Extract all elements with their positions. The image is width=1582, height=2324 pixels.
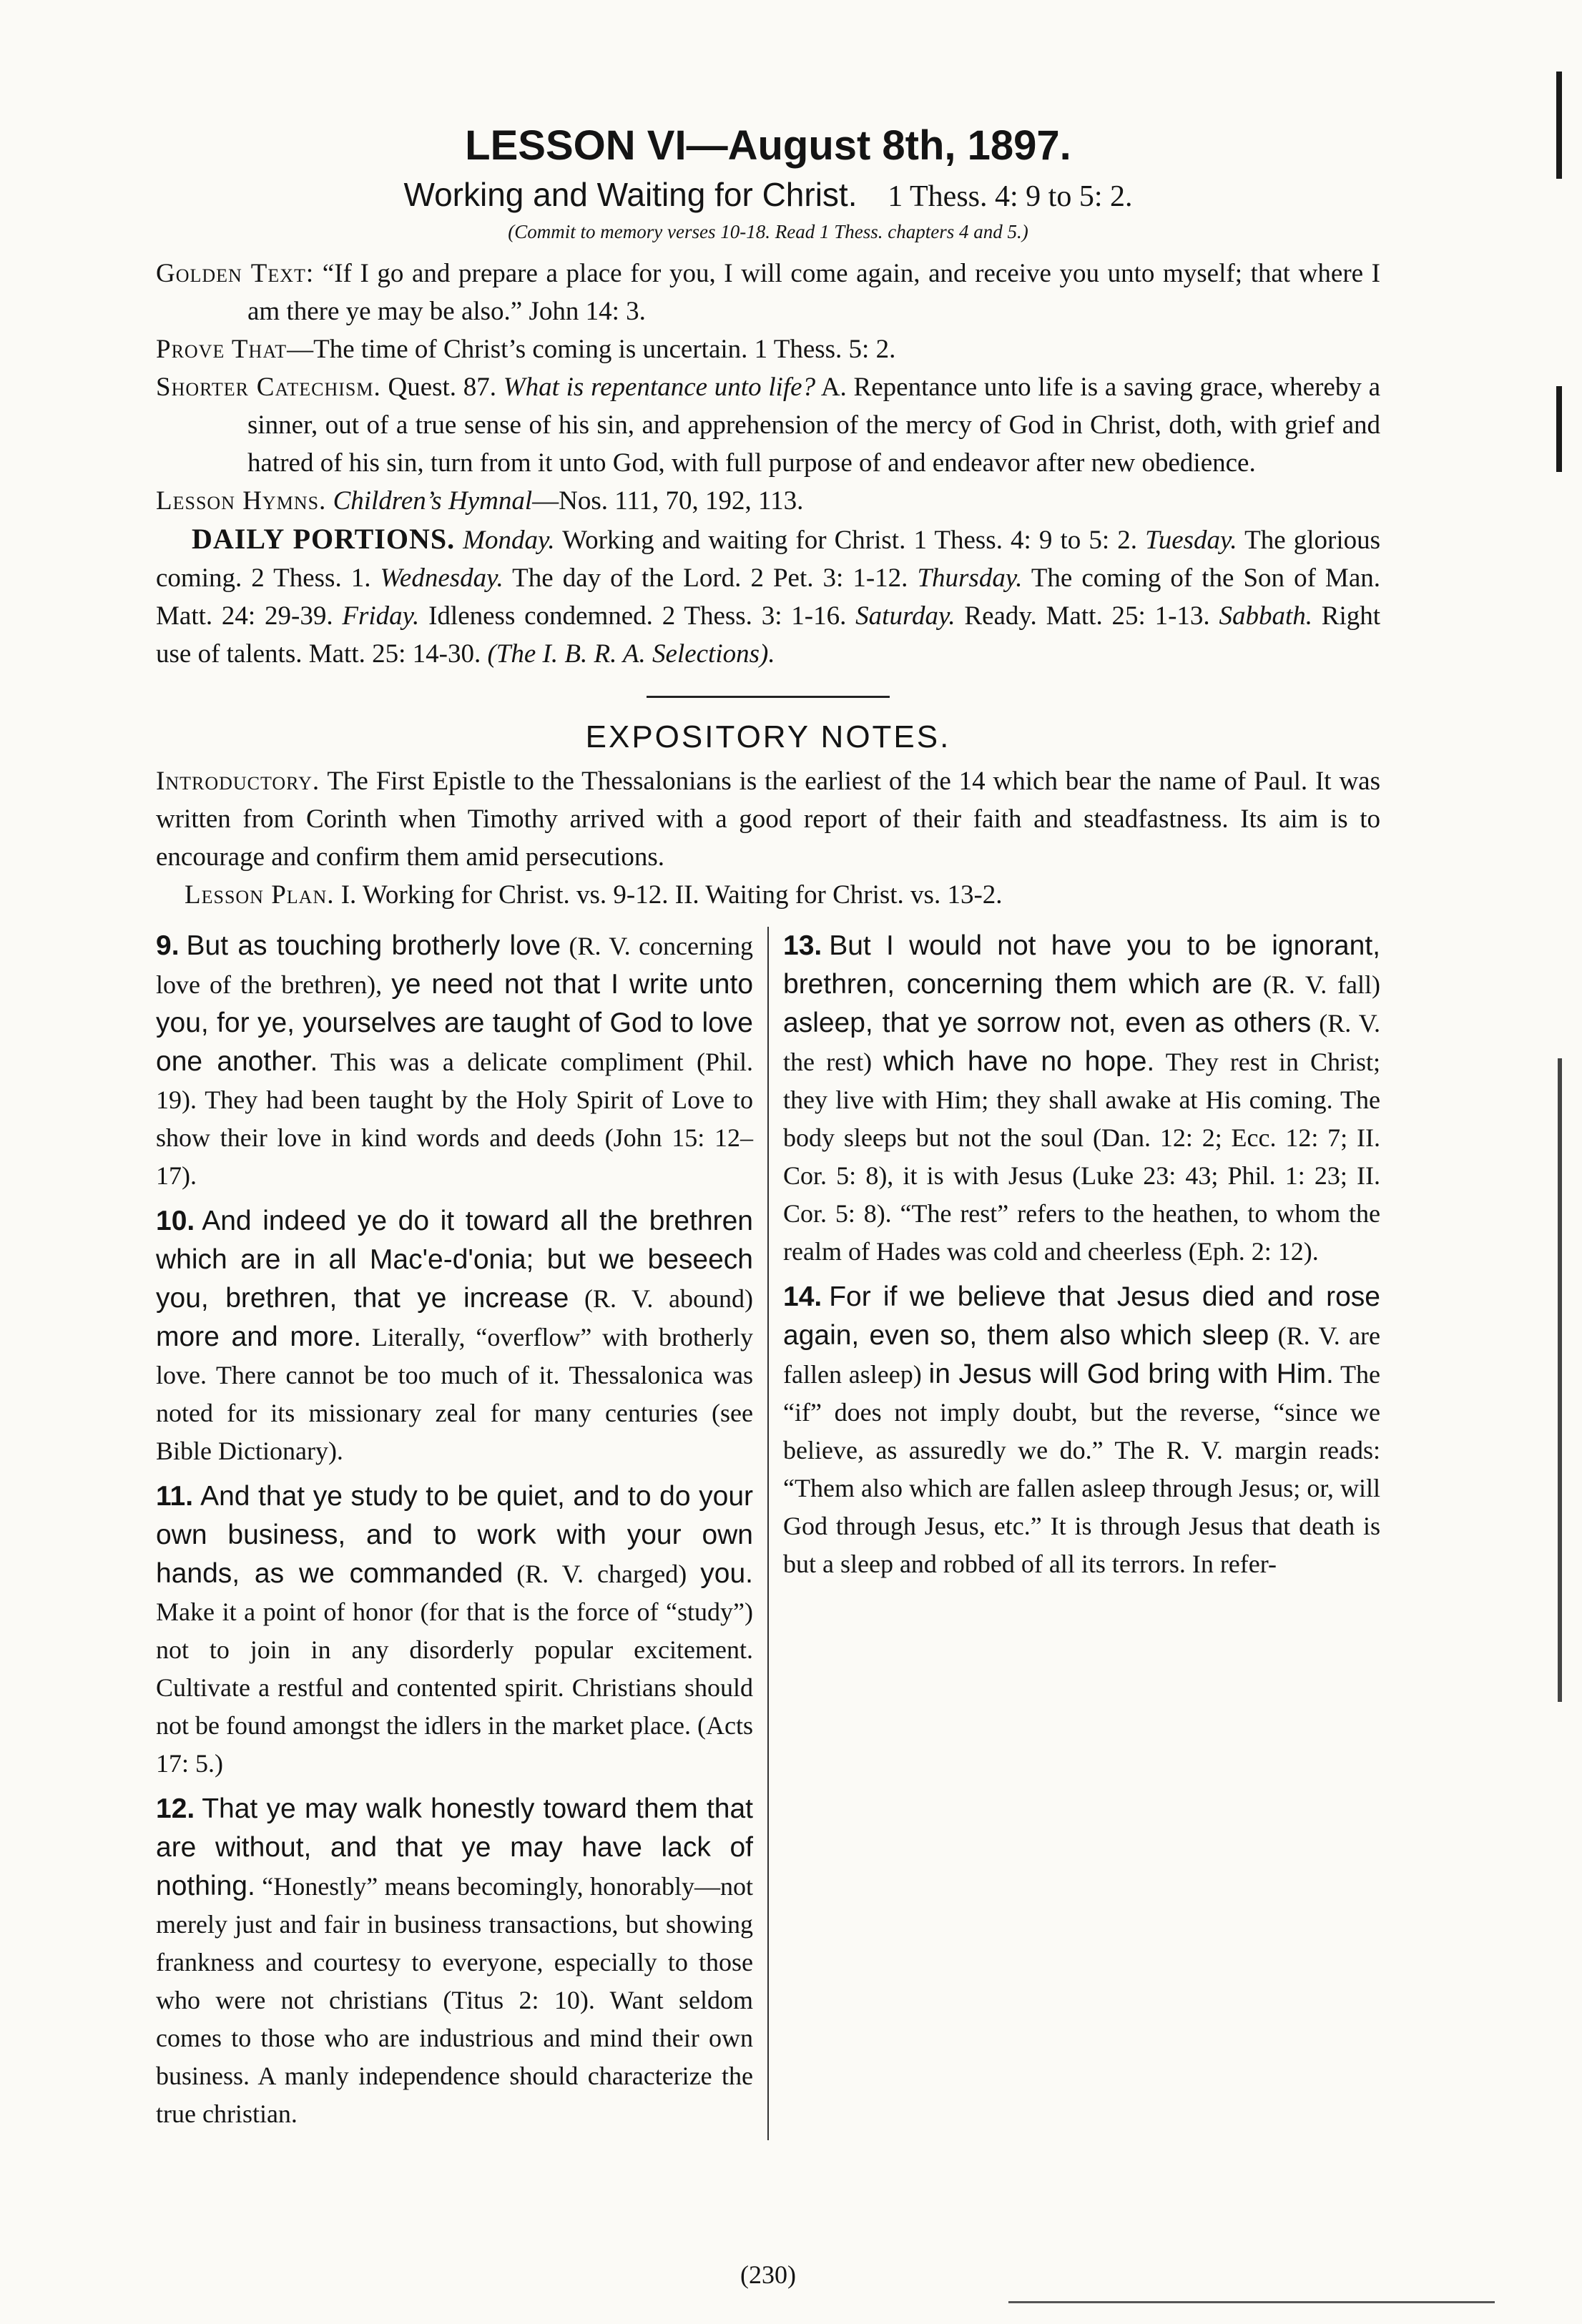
daily-text-thursday: The coming of the Son of Man. Matt. 24: 29-39. bbox=[156, 563, 1380, 631]
verse-text: And that ye study to be quiet, and to do your own business, and to work with your own hands, as we commanded bbox=[156, 1481, 753, 1589]
daily-day-monday: Monday. bbox=[463, 526, 555, 555]
introductory-label: Introductory. bbox=[156, 767, 320, 796]
verse-text: which have no hope. bbox=[883, 1046, 1155, 1077]
daily-text-saturday: Ready. Matt. 25: 1-13. bbox=[964, 601, 1210, 631]
rv-note: (R. V. concerning love of the brethren), bbox=[156, 932, 753, 999]
rv-note: (R. V. abound) bbox=[584, 1284, 754, 1313]
verse-text: asleep, that ye sorrow not, even as others bbox=[783, 1008, 1312, 1038]
prove-that-label: Prove That bbox=[156, 335, 288, 364]
verse-number: 10. bbox=[156, 1206, 195, 1236]
scan-edge-line bbox=[1008, 2301, 1495, 2303]
verse-text: But I would not have you to be ignorant, brethren, concerning them which are bbox=[783, 930, 1380, 1000]
daily-day-saturday: Saturday. bbox=[855, 601, 955, 631]
rv-note: (R. V. the rest) bbox=[783, 1009, 1380, 1076]
lesson-hymns bbox=[156, 482, 1380, 520]
rv-note: (R. V. fall) bbox=[1262, 970, 1380, 999]
verse-text: more and more. bbox=[156, 1321, 362, 1352]
verse-number: 12. bbox=[156, 1793, 195, 1824]
daily-day-tuesday: Tuesday. bbox=[1145, 526, 1237, 555]
shorter-catechism bbox=[156, 368, 1380, 482]
catechism-question: What is repentance unto life? bbox=[503, 373, 816, 402]
daily-portions bbox=[156, 520, 1380, 673]
rv-note: (R. V. charged) bbox=[516, 1560, 687, 1588]
verse-number: 13. bbox=[783, 930, 822, 961]
verse-11 bbox=[156, 1477, 753, 1783]
introductory-body: The First Epistle to the Thessalonians is the earliest of the 14 which bear the name of Paul. It was written from Corinth when Timothy arrived with a good report of their faith and steadfastness. Its aim is to encourage and confirm them amid persecutions. bbox=[156, 767, 1380, 872]
binding-mark bbox=[1558, 1058, 1562, 1702]
verse-text: ye need not that I write unto you, for ye, yourselves are taught of God to love one another. bbox=[156, 969, 754, 1077]
verse-text: in Jesus will God bring with Him. bbox=[928, 1359, 1334, 1389]
daily-day-thursday: Thursday. bbox=[917, 563, 1023, 593]
verse-text: And indeed ye do it toward all the brethren which are in all Mac'e-d'onia; but we beseech you, brethren, that ye increase bbox=[156, 1206, 753, 1314]
daily-portions-label: DAILY PORTIONS. bbox=[192, 523, 456, 555]
hymns-book: Children’s Hymnal bbox=[333, 486, 533, 516]
verse-comment: This was a delicate compliment (Phil. 19). They had been taught by the Holy Spirit of Love to show their love in kind words and deeds (John 15: 12–17). bbox=[156, 1048, 753, 1190]
verse-10 bbox=[156, 1202, 753, 1470]
verse-number: 14. bbox=[783, 1281, 822, 1312]
commit-note: (Commit to memory verses 10-18. Read 1 Thess. chapters 4 and 5.) bbox=[508, 221, 1028, 242]
left-column bbox=[156, 927, 767, 2140]
daily-day-sabbath: Sabbath. bbox=[1219, 601, 1312, 631]
golden-text bbox=[156, 255, 1380, 330]
verse-comment: Literally, “overflow” with brotherly love. There cannot be too much of it. Thessalonica was noted for its missionary zeal for many centuries (see Bible Dictionary). bbox=[156, 1323, 753, 1465]
daily-text-monday: Working and waiting for Christ. 1 Thess. 4: 9 to 5: 2. bbox=[562, 526, 1138, 555]
scripture-reference: 1 Thess. 4: 9 to 5: 2. bbox=[888, 180, 1133, 213]
verse-13 bbox=[783, 927, 1380, 1271]
verse-notes bbox=[156, 927, 1380, 2140]
rv-note: (R. V. are fallen asleep) bbox=[783, 1321, 1381, 1389]
section-divider bbox=[647, 696, 890, 698]
verse-comment: The “if” does not imply doubt, but the reverse, “since we believe, as assuredly we do.” The R. V. margin reads: “Them also which are fallen asleep through Jesus; or, will God through Jesus, etc.” It is through Jesus that death is but a sleep and robbed of all its terrors. In refer- bbox=[783, 1360, 1380, 1578]
lesson-plan-body: I. Working for Christ. vs. 9-12. II. Waiting for Christ. vs. 13-2. bbox=[340, 880, 1003, 910]
lesson-plan-label: Lesson Plan. bbox=[185, 880, 335, 910]
verse-comment: They rest in Christ; they live with Him; they shall awake at His coming. The body sleeps but not the soul (Dan. 12: 2; Ecc. 12: 7; II. Cor. 5: 8), it is with Jesus (Luke 23: 43; Phil. 1: 23; II. Cor. 5: 8). “The rest” refers to the heathen, to whom the realm of Hades was cold and cheerless (Eph. 2: 12). bbox=[783, 1048, 1381, 1266]
verse-text: you. bbox=[700, 1558, 754, 1589]
verse-comment: “Honestly” means becomingly, honorably—not merely just and fair in business transactions, but showing frankness and courtesy to everyone, especially to those who were not christians (Titus 2: 10). Want seldom comes to those who are industrious and mind their own business. A manly independence should characterize the true christian. bbox=[156, 1872, 753, 2128]
lesson-subject bbox=[156, 175, 1380, 214]
catechism-answer: A. Repentance unto life is a saving grace, whereby a sinner, out of a true sense of his sin, and apprehension of the mercy of God in Christ, doth, with grief and hatred of his sin, turn from it unto God, with full purpose of and endeavor after new obedience. bbox=[247, 373, 1381, 478]
page bbox=[156, 107, 1381, 2289]
verse-number: 11. bbox=[156, 1481, 194, 1512]
hymns-numbers: —Nos. 111, 70, 192, 113. bbox=[532, 486, 804, 516]
subject-text: Working and Waiting for Christ. bbox=[403, 176, 858, 213]
catechism-label: Shorter Catechism. bbox=[156, 373, 381, 402]
verse-comment: Make it a point of honor (for that is the force of “study”) not to join in any disorderly popular excitement. Cultivate a restful and contented spirit. Christians should not be found amongst the idlers in the market place. (Acts 17: 5.) bbox=[156, 1597, 753, 1778]
verse-9 bbox=[156, 927, 753, 1195]
daily-text-tuesday: The glorious coming. 2 Thess. 1. bbox=[156, 526, 1380, 593]
daily-day-friday: Friday. bbox=[342, 601, 420, 631]
introductory bbox=[156, 762, 1380, 876]
verse-14 bbox=[783, 1278, 1380, 1583]
verse-text: That ye may walk honestly toward them that are without, and that ye may have lack of nothing. bbox=[156, 1793, 753, 1901]
daily-text-wednesday: The day of the Lord. 2 Pet. 3: 1-12. bbox=[512, 563, 908, 593]
golden-text-body: “If I go and prepare a place for you, I will come again, and receive you unto myself; that where I am there ye may be also.” John 14: 3. bbox=[247, 259, 1380, 326]
lesson-title: LESSON VI—August 8th, 1897. bbox=[465, 122, 1071, 169]
hymns-label: Lesson Hymns. bbox=[156, 486, 327, 516]
daily-day-wednesday: Wednesday. bbox=[380, 563, 503, 593]
catechism-quest: Quest. 87. bbox=[388, 373, 497, 402]
page-number: (230) bbox=[740, 2260, 796, 2289]
verse-text: But as touching brotherly love bbox=[186, 930, 561, 961]
daily-portions-note: (The I. B. R. A. Selections). bbox=[487, 639, 775, 669]
right-column bbox=[767, 927, 1380, 2140]
daily-text-friday: Idleness condemned. 2 Thess. 3: 1-16. bbox=[428, 601, 847, 631]
verse-12 bbox=[156, 1790, 753, 2133]
golden-text-label: Golden Text: bbox=[156, 259, 315, 288]
daily-text-sabbath: Right use of talents. Matt. 25: 14-30. bbox=[156, 601, 1381, 669]
binding-mark bbox=[1556, 72, 1562, 179]
binding-mark bbox=[1556, 386, 1562, 472]
prove-that-body: —The time of Christ’s coming is uncertain. 1 Thess. 5: 2. bbox=[287, 335, 896, 364]
prove-that bbox=[156, 330, 1380, 368]
expository-title: EXPOSITORY NOTES. bbox=[585, 719, 951, 754]
lesson-plan bbox=[156, 876, 1380, 914]
verse-number: 9. bbox=[156, 930, 180, 961]
verse-text: For if we believe that Jesus died and rose again, even so, them also which sleep bbox=[783, 1281, 1380, 1351]
